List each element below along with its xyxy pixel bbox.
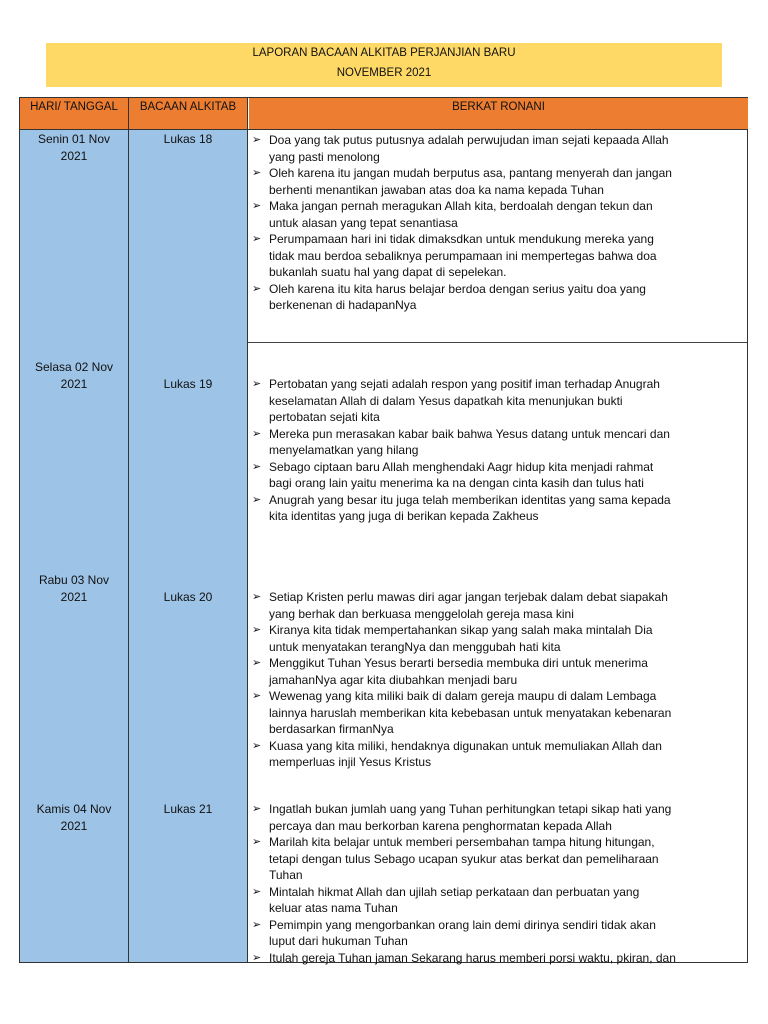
list-item bbox=[249, 655, 729, 688]
list-item bbox=[249, 950, 729, 967]
blessing-text-line: keluar atas nama Tuhan bbox=[269, 901, 398, 915]
list-item bbox=[249, 165, 729, 198]
arrow-bullet-icon: ➢ bbox=[252, 885, 262, 898]
report-title: LAPORAN BACAAN ALKITAB PERJANJIAN BARU bbox=[252, 47, 516, 59]
blessing-text-line: berkenenan di hadapanNya bbox=[269, 298, 417, 312]
blessing-text-line: Pertobatan yang sejati adalah respon yang positif iman terhadap Anugrah bbox=[269, 377, 660, 391]
blessing-text-line: lainnya haruslah memberikan kita kebebasan untuk menyatakan kebenaran bbox=[269, 705, 672, 720]
row-1-day bbox=[20, 131, 128, 165]
blessing-text-line: Doa yang tak putus putusnya adalah perwujudan iman sejati kepaada Allah bbox=[269, 133, 669, 147]
arrow-bullet-icon: ➢ bbox=[252, 460, 262, 473]
year-label: 2021 bbox=[60, 590, 88, 604]
blessing-text-line: untuk alasan yang tepat senantiasa bbox=[269, 215, 458, 230]
header-day: HARI/ TANGGAL bbox=[20, 98, 128, 129]
arrow-bullet-icon: ➢ bbox=[252, 739, 262, 752]
list-item bbox=[249, 884, 729, 917]
arrow-bullet-icon: ➢ bbox=[252, 836, 262, 848]
column-divider bbox=[247, 129, 248, 962]
list-item bbox=[249, 281, 729, 314]
blessing-text-line: Kuasa yang kita miliki, hendaknya digunakan untuk memuliakan Allah dan bbox=[269, 738, 662, 753]
blessing-text-line: yang pasti menolong bbox=[269, 149, 380, 164]
blessing-text-line: pertobatan sejati kita bbox=[269, 410, 380, 424]
list-item bbox=[249, 492, 729, 525]
blessing-text-line: Anugrah yang besar itu juga telah memberikan identitas yang sama kepada bbox=[269, 492, 671, 507]
header-reading: BACAAN ALKITAB bbox=[128, 98, 248, 129]
row-3-day bbox=[20, 572, 128, 606]
blessing-text-line: Setiap Kristen perlu mawas diri agar jangan terjebak dalam debat siapakah bbox=[269, 590, 668, 604]
blessing-text-line: memperluas injil Yesus Kristus bbox=[269, 755, 432, 769]
row-divider bbox=[248, 342, 747, 343]
list-item bbox=[249, 459, 729, 492]
blessing-text-line: menyelamatkan yang hilang bbox=[269, 443, 419, 457]
row-1-reading: Lukas 18 bbox=[163, 132, 213, 146]
list-item bbox=[249, 688, 729, 738]
blessing-text-line: bukanlah suatu hal yang dapat di sepelekan. bbox=[269, 265, 507, 279]
arrow-bullet-icon: ➢ bbox=[252, 803, 262, 815]
report-month: NOVEMBER 2021 bbox=[336, 67, 432, 79]
blessing-text-line: Itulah gereja Tuhan jaman Sekarang harus memberi porsi waktu, pkiran, dan bbox=[269, 950, 676, 965]
blessing-text-line: yang berhak dan berkuasa menggelolah gereja masa kini bbox=[269, 606, 574, 621]
list-item bbox=[249, 231, 729, 281]
day-label: Kamis 04 Nov bbox=[36, 802, 112, 816]
day-column bbox=[20, 129, 129, 962]
header-blessing: BERKAT RONANI bbox=[249, 98, 748, 129]
blessing-text-line: Pemimpin yang mengorbankan orang lain demi dirinya sendiri tidak akan bbox=[269, 917, 656, 932]
arrow-bullet-icon: ➢ bbox=[252, 657, 262, 669]
header-divider bbox=[128, 98, 129, 129]
blessing-text-line: tetapi dengan tulus Sebago ucapan syukur atas berkat dan pemeliharaan bbox=[269, 851, 659, 866]
list-item bbox=[249, 622, 729, 655]
blessing-text-line: Oleh karena itu jangan mudah berputus asa, pantang menyerah dan jangan bbox=[269, 166, 672, 180]
header-divider bbox=[247, 98, 248, 129]
row-4-day bbox=[20, 801, 128, 835]
arrow-bullet-icon: ➢ bbox=[252, 378, 262, 390]
list-item bbox=[249, 834, 729, 884]
year-label: 2021 bbox=[60, 149, 88, 163]
blessing-text-line: Sebago ciptaan baru Allah menghendaki Aagr hidup kita menjadi rahmat bbox=[269, 459, 654, 474]
arrow-bullet-icon: ➢ bbox=[252, 427, 262, 440]
list-item bbox=[249, 426, 729, 459]
day-label: Selasa 02 Nov bbox=[34, 360, 114, 374]
arrow-bullet-icon: ➢ bbox=[252, 918, 262, 931]
list-item bbox=[249, 738, 729, 771]
blessing-text-line: untuk menyatakan terangNya dan menggubah hati kita bbox=[269, 639, 561, 654]
blessing-text-line: Tuhan bbox=[269, 868, 303, 882]
row-3-reading: Lukas 20 bbox=[163, 590, 213, 604]
arrow-bullet-icon: ➢ bbox=[252, 493, 262, 506]
row-4-reading: Lukas 21 bbox=[163, 802, 213, 816]
blessing-text-line: Mintalah hikmat Allah dan ujilah setiap perkataan dan perbuatan yang bbox=[269, 884, 640, 899]
blessing-text-line: jamahanNya agar kita diubahkan menjadi baru bbox=[269, 672, 518, 687]
report-title-banner bbox=[46, 43, 722, 87]
blessing-text-line: berdasarkan firmanNya bbox=[269, 722, 394, 736]
day-label: Senin 01 Nov bbox=[37, 132, 111, 146]
blessing-text-line: Oleh karena itu kita harus belajar berdoa dengan serius yaitu doa yang bbox=[269, 281, 646, 296]
blessing-text-line: Ingatlah bukan jumlah uang yang Tuhan perhitungkan tetapi sikap hati yang bbox=[269, 802, 672, 816]
row-2-day bbox=[20, 359, 128, 393]
arrow-bullet-icon: ➢ bbox=[252, 591, 262, 603]
list-item bbox=[249, 917, 729, 950]
arrow-bullet-icon: ➢ bbox=[252, 282, 262, 295]
list-item bbox=[249, 132, 729, 165]
row-2-blessings bbox=[249, 376, 729, 525]
blessing-text-line: kita identitas yang juga di berikan kepada Zakheus bbox=[269, 509, 539, 523]
blessing-text-line: Mereka pun merasakan kabar baik bahwa Yesus datang untuk mencari dan bbox=[269, 426, 670, 441]
blessing-text-line: Menggikut Tuhan Yesus berarti bersedia membuka diri untuk menerima bbox=[269, 656, 648, 670]
year-label: 2021 bbox=[60, 819, 88, 833]
row-2-reading: Lukas 19 bbox=[163, 377, 213, 391]
column-divider bbox=[248, 129, 747, 130]
blessing-text-line: Perumpamaan hari ini tidak dimaksdkan untuk mendukung mereka yang bbox=[269, 232, 654, 246]
arrow-bullet-icon: ➢ bbox=[252, 200, 262, 212]
row-4-blessings bbox=[249, 801, 729, 966]
arrow-bullet-icon: ➢ bbox=[252, 233, 262, 245]
list-item bbox=[249, 376, 729, 426]
year-label: 2021 bbox=[60, 377, 88, 391]
reading-report-table bbox=[19, 97, 748, 963]
arrow-bullet-icon: ➢ bbox=[252, 624, 262, 636]
row-3-blessings bbox=[249, 589, 729, 771]
blessing-text-line: Maka jangan pernah meragukan Allah kita, berdoalah dengan tekun dan bbox=[269, 199, 653, 213]
list-item bbox=[249, 589, 729, 622]
blessing-text-line: tidak mau berdoa sebaliknya perumpamaan ini mempertegas bahwa doa bbox=[269, 248, 657, 263]
list-item bbox=[249, 801, 729, 834]
arrow-bullet-icon: ➢ bbox=[252, 134, 262, 146]
reading-column bbox=[129, 129, 247, 962]
list-item bbox=[249, 198, 729, 231]
blessing-text-line: bagi orang lain yaitu menerima ka na dengan cinta kasih dan tulus hati bbox=[269, 476, 644, 490]
row-1-blessings bbox=[249, 132, 729, 314]
blessing-text-line: luput dari hukuman Tuhan bbox=[269, 934, 408, 948]
arrow-bullet-icon: ➢ bbox=[252, 690, 262, 702]
arrow-bullet-icon: ➢ bbox=[252, 951, 262, 964]
blessing-text-line: Wewenag yang kita miliki baik di dalam gereja maupu di dalam Lembaga bbox=[269, 689, 657, 703]
blessing-text-line: Marilah kita belajar untuk memberi persembahan tampa hitung hitungan, bbox=[269, 835, 655, 849]
blessing-text-line: berhenti menantikan jawaban atas doa ka nama kepada Tuhan bbox=[269, 182, 604, 197]
blessing-text-line: percaya dan mau berkorban karena penghormatan kepada Allah bbox=[269, 818, 612, 833]
arrow-bullet-icon: ➢ bbox=[252, 167, 262, 179]
blessing-text-line: Kiranya kita tidak mempertahankan sikap yang salah maka mintalah Dia bbox=[269, 623, 653, 637]
day-label: Rabu 03 Nov bbox=[38, 573, 110, 587]
blessing-text-line: keselamatan Allah di dalam Yesus dapatkah kita menunjukan bukti bbox=[269, 393, 623, 408]
